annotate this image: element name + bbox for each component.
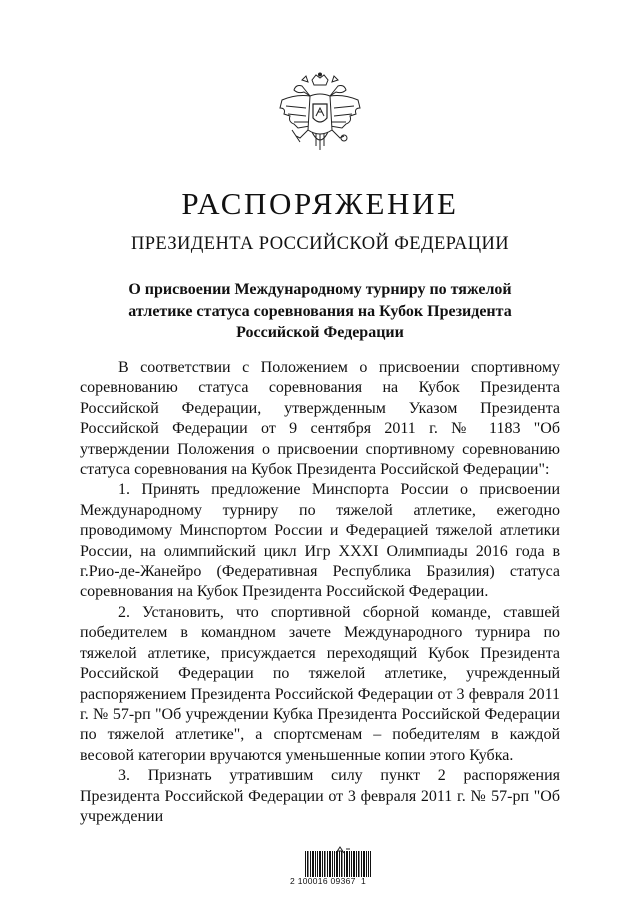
document-heading: О присвоении Международному турниру по тяжелой атлетике статуса соревнования на Кубок Президента Российской Федерации <box>128 281 512 341</box>
paragraph-item-2: 2. Установить, что спортивной сборной команде, ставшей победителем в командном зачете Международного турнира по тяжелой атлетике, присуждается переходящий Кубок Президента Российской Федерации по тяжелой атлетике, учрежденный распоряжением Президента Российской Федерации от 3 февраля 2011 г. № 57-рп "Об учреждении Кубка Президента Российской Федерации по тяжелой атлетике", а спортсменам – победителям в каждой весовой категории вручаются уменьшенные копии этого Кубка. <box>80 603 560 764</box>
paragraph-item-1: 1. Принять предложение Минспорта России о присвоении Международному турниру по тяжелой атлетике, ежегодно проводимому Минспортом России и Федерацией тяжелой атлетики России, на олимпийский цикл Игр XXXI Олимпиады 2016 года в г.Рио-де-Жанейро (Федеративная Республика Бразилия) статуса соревнования на Кубок Президента Российской Федерации. <box>80 481 560 601</box>
document-body <box>80 358 560 827</box>
document-subtitle: ПРЕЗИДЕНТА РОССИЙСКОЙ ФЕДЕРАЦИИ <box>130 234 510 254</box>
barcode-number: 2 100016 09367 1 <box>290 876 367 886</box>
coat-of-arms-icon <box>272 72 368 172</box>
barcode-icon <box>305 851 371 877</box>
document-title: РАСПОРЯЖЕНИЕ <box>181 186 459 221</box>
paragraph-preamble: В соответствии с Положением о присвоении спортивному соревнованию статуса соревнования на Кубок Президента Российской Федерации, утвержденным Указом Президента Российской Федерации от 9 сентября 2011 г. № 1183 "Об утверждении Положения о присвоении спортивному соревнованию статуса соревнования на Кубок Президента Российской Федерации": <box>80 359 560 479</box>
paragraph-item-3: 3. Признать утратившим силу пункт 2 распоряжения Президента Российской Федерации от 3 февраля 2011 г. № 57-рп "Об учреждении <box>80 767 560 825</box>
